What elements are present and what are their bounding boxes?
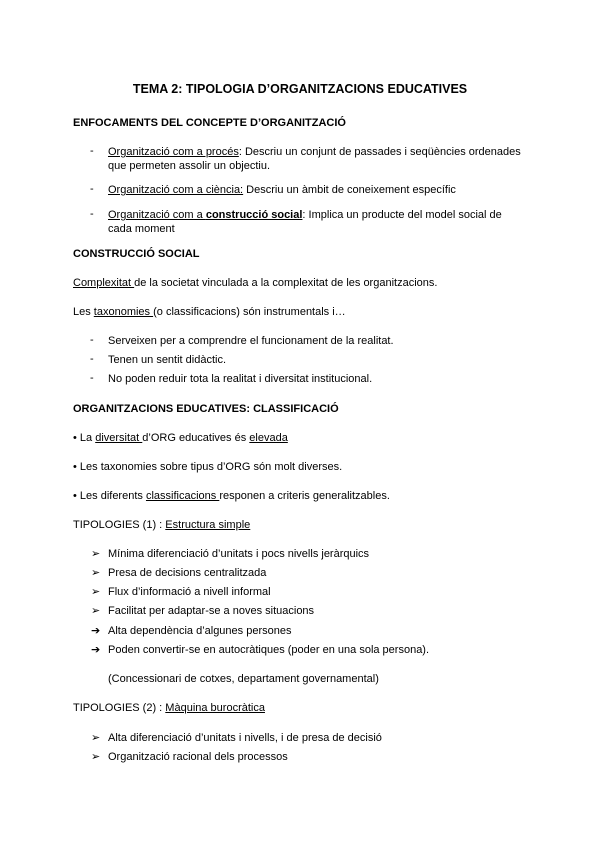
arrow-bullet-icon: ➔ (91, 644, 101, 656)
tipologia-label: TIPOLOGIES (2) : (73, 702, 166, 714)
list-item: Mínima diferenciació d’unitats i pocs nivells jeràrquics (108, 548, 370, 560)
arrow-bullet-icon: ➢ (91, 567, 101, 579)
list-item: Tenen un sentit didàctic. (108, 354, 227, 366)
section-heading-classificacio: ORGANITZACIONS EDUCATIVES: CLASSIFICACIÓ (73, 403, 339, 415)
list-item-cont: que permeten assolir un objectiu. (108, 160, 271, 172)
arrow-bullet-icon: ➢ (91, 732, 101, 744)
paragraph-text: • La (73, 432, 96, 444)
section-heading-construccio: CONSTRUCCIÓ SOCIAL (73, 248, 200, 260)
paragraph-text: d’ORG educatives és (142, 432, 250, 444)
example-note: (Concessionari de cotxes, departament governamental) (108, 673, 379, 685)
arrow-bullet-icon: ➢ (91, 751, 101, 763)
list-item: Presa de decisions centralitzada (108, 567, 267, 579)
dash-bullet: - (90, 353, 94, 365)
list-item: Flux d’informació a nivell informal (108, 586, 271, 598)
paragraph-text: (o classificacions) són instrumentals i… (153, 306, 346, 318)
underlined-word: elevada (249, 432, 288, 444)
tipologia-label: TIPOLOGIES (1) : (73, 519, 166, 531)
arrow-bullet-icon: ➢ (91, 605, 101, 617)
page-title: TEMA 2: TIPOLOGIA D’ORGANITZACIONS EDUCATIVES (132, 82, 468, 96)
tipologia-name: Estructura simple (165, 519, 251, 531)
list-item: Organització racional dels processos (108, 751, 288, 763)
list-item: Alta dependència d’algunes persones (108, 625, 292, 637)
paragraph-text: responen a criteris generalitzables. (219, 490, 390, 502)
bullet-paragraph (73, 489, 390, 503)
list-item (108, 145, 521, 159)
tipologia-heading-2 (73, 701, 265, 715)
list-item-cont: cada moment (108, 223, 175, 235)
item-text: Descriu un àmbit de coneixement específic (243, 184, 456, 196)
arrow-bullet-icon: ➢ (91, 586, 101, 598)
list-item: Poden convertir-se en autocràtiques (poder en una sola persona). (108, 644, 430, 656)
underlined-word: Complexitat (73, 277, 135, 289)
list-item: Serveixen per a comprendre el funcionament de la realitat. (108, 335, 394, 347)
list-item (108, 183, 456, 197)
dash-bullet: - (90, 208, 94, 220)
list-item: No poden reduir tota la realitat i diversitat institucional. (108, 373, 373, 385)
arrow-bullet-icon: ➔ (91, 625, 101, 637)
term: Organització com a procés (108, 146, 239, 158)
dash-bullet: - (90, 145, 94, 157)
section-heading-enfocaments: ENFOCAMENTS DEL CONCEPTE D’ORGANITZACIÓ (73, 117, 346, 129)
bullet-paragraph: • Les taxonomies sobre tipus d’ORG són molt diverses. (73, 461, 343, 473)
underlined-word: classificacions (145, 490, 220, 502)
dash-bullet: - (90, 372, 94, 384)
paragraph (73, 305, 346, 319)
dash-bullet: - (90, 334, 94, 346)
item-text: : Descriu un conjunt de passades i seqüències ordenades (238, 146, 521, 158)
item-text: : Implica un producte del model social de (302, 209, 502, 221)
paragraph-text: • Les diferents (73, 490, 146, 502)
list-item: Alta diferenciació d’unitats i nivells, i de presa de decisió (108, 732, 382, 744)
underlined-word: taxonomies (93, 306, 154, 318)
term: Organització com a (108, 209, 206, 221)
bullet-paragraph (73, 431, 288, 445)
paragraph-text: Les (73, 306, 94, 318)
dash-bullet: - (90, 183, 94, 195)
list-item: Facilitat per adaptar-se a noves situacions (108, 605, 315, 617)
tipologia-name: Màquina burocràtica (165, 702, 265, 714)
term-bold: construcció social (205, 209, 303, 221)
paragraph-text: de la societat vinculada a la complexitat de les organitzacions. (134, 277, 438, 289)
tipologia-heading-1 (73, 518, 250, 532)
term: Organització com a ciència: (108, 184, 244, 196)
underlined-word: diversitat (95, 432, 143, 444)
arrow-bullet-icon: ➢ (91, 548, 101, 560)
paragraph (73, 276, 437, 290)
list-item (108, 208, 502, 222)
